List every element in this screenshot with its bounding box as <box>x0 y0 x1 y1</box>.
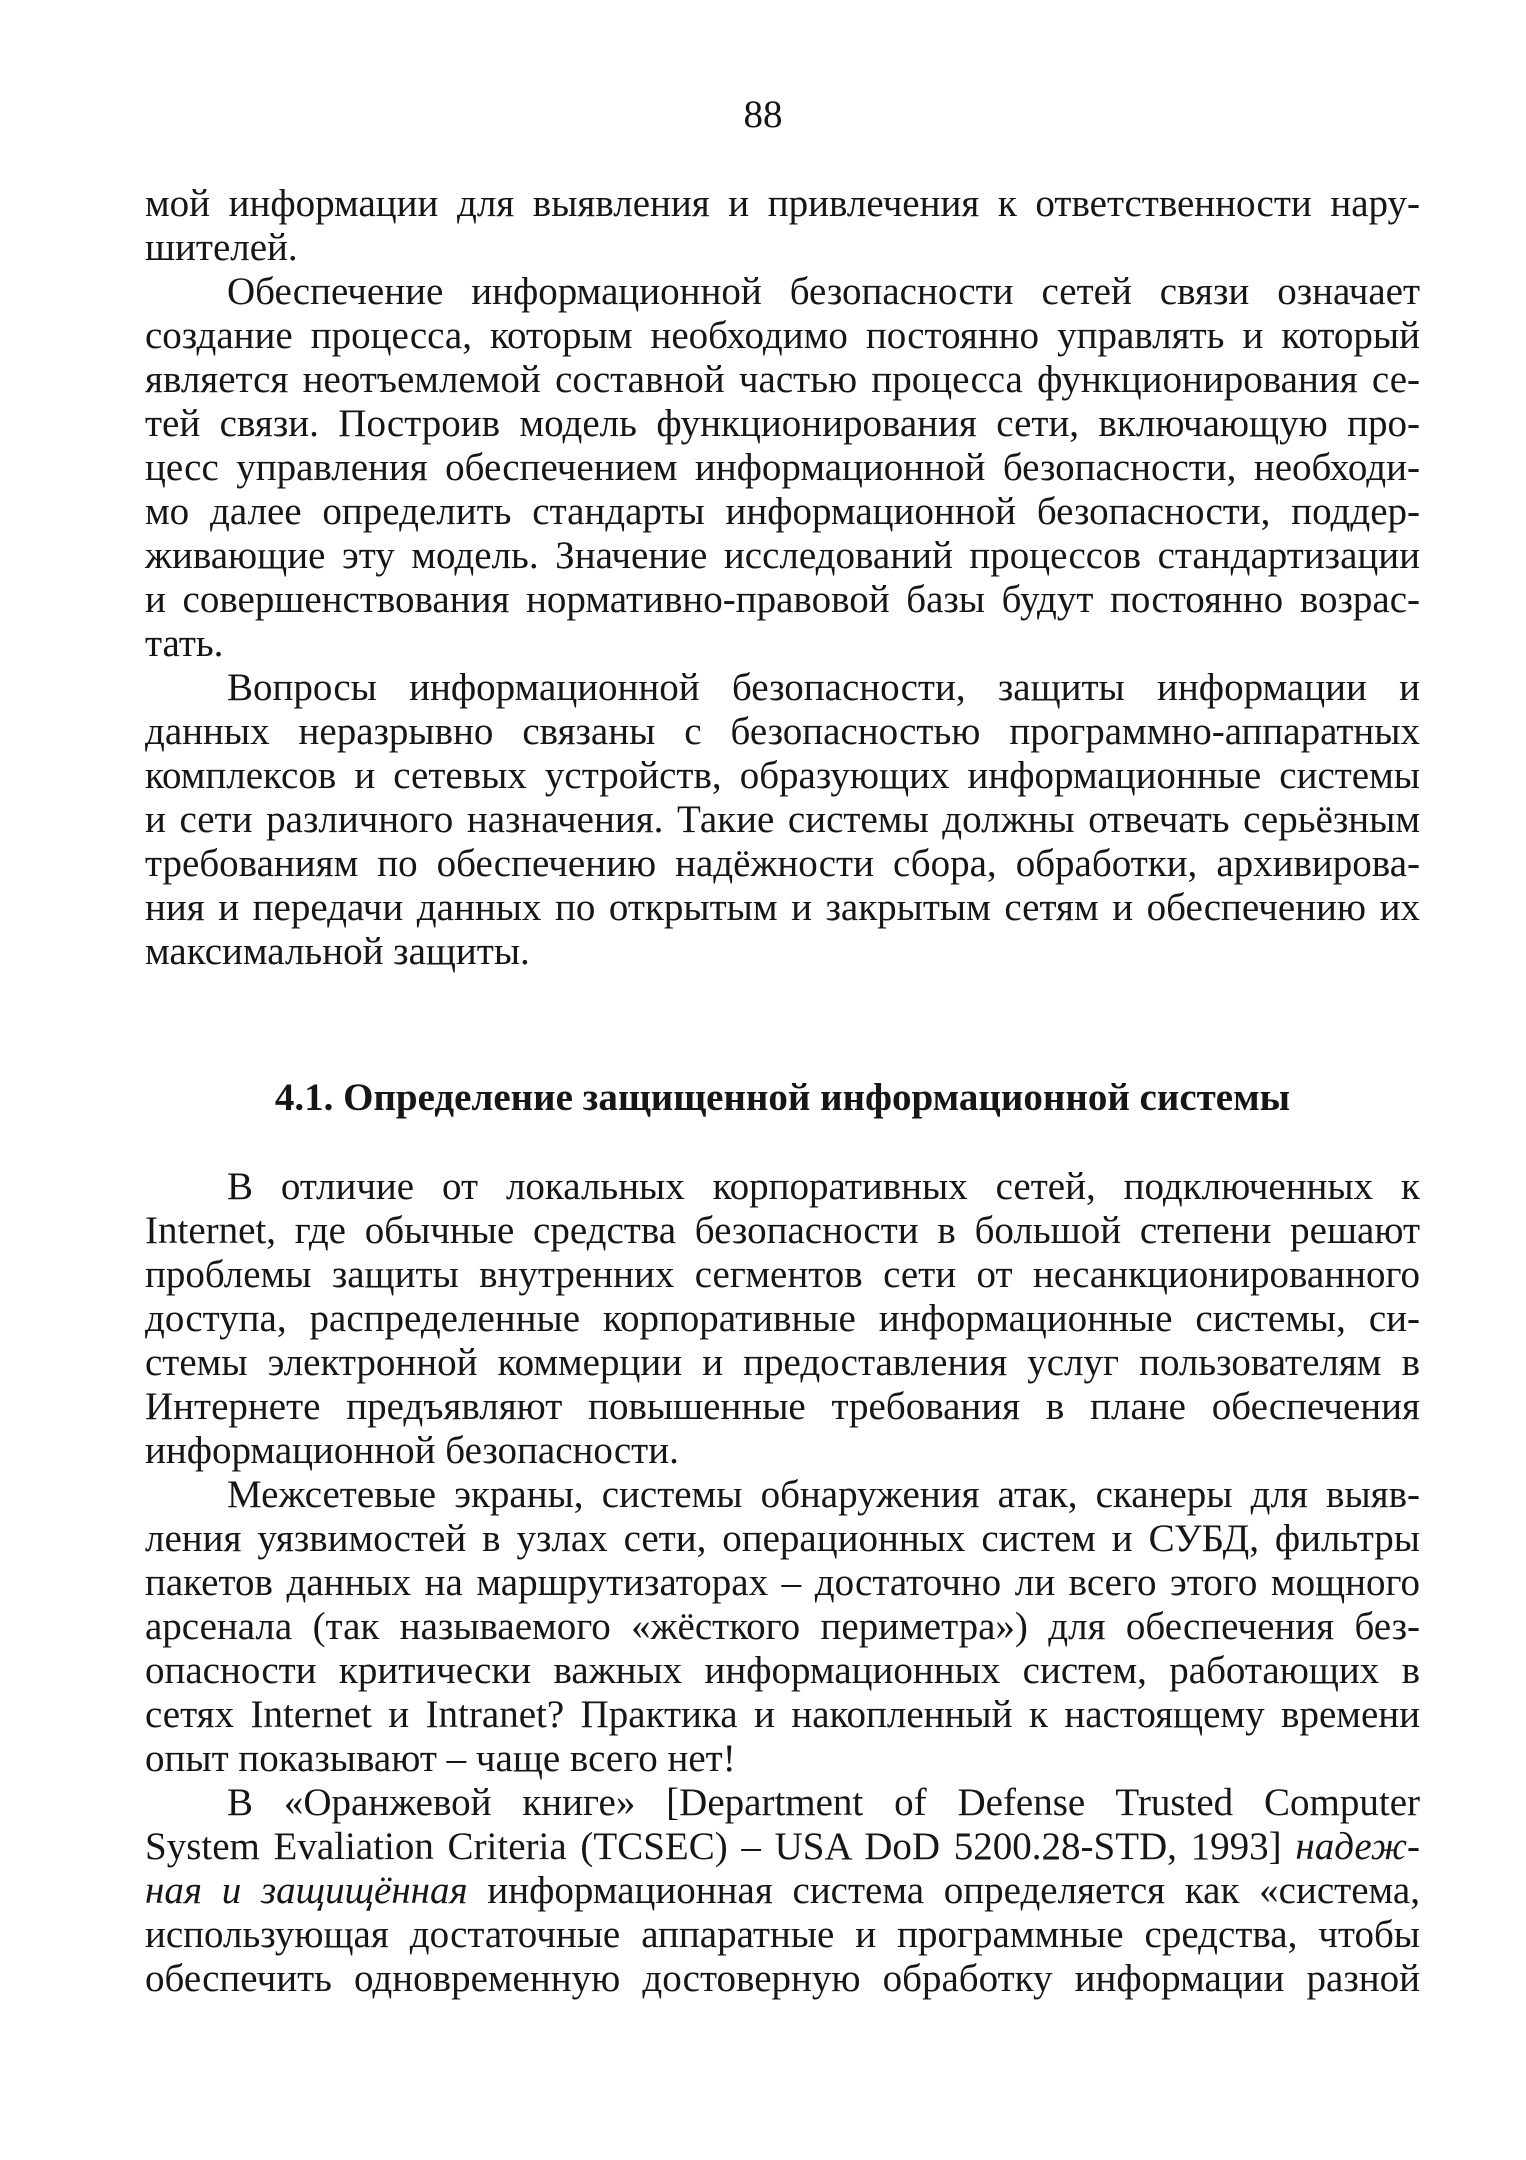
text-segment: и совершенствования нормативно-правовой базы будут постоянно возрас- <box>145 578 1420 621</box>
text-line <box>145 1341 1420 1385</box>
text-segment: информационной безопасности. <box>145 1429 679 1472</box>
paragraph <box>145 666 1420 974</box>
text-line <box>145 1869 1420 1913</box>
text-segment: Интернете предъявляют повышенные требования в плане обеспечения <box>145 1385 1420 1428</box>
text-line <box>145 1781 1420 1825</box>
text-line <box>145 270 1420 314</box>
text-segment: ления уязвимостей в узлах сети, операционных систем и СУБД, фильтры <box>145 1517 1420 1560</box>
text-line <box>145 226 1420 270</box>
text-segment: опыт показывают – чаще всего нет! <box>145 1737 736 1780</box>
text-line <box>145 402 1420 446</box>
text-line <box>145 358 1420 402</box>
text-segment: обеспечить одновременную достоверную обработку информации разной <box>145 1957 1420 2000</box>
text-line <box>145 798 1420 842</box>
text-segment: данных неразрывно связаны с безопасностью программно-аппаратных <box>145 710 1420 753</box>
text-segment: проблемы защиты внутренних сегментов сети от несанкционированного <box>145 1253 1420 1296</box>
text-line <box>145 754 1420 798</box>
text-line <box>145 1297 1420 1341</box>
text-line <box>145 1605 1420 1649</box>
text-line <box>145 1737 1420 1781</box>
text-line <box>145 1913 1420 1957</box>
text-segment: комплексов и сетевых устройств, образующих информационные системы <box>145 754 1420 797</box>
text-segment: является неотъемлемой составной частью процесса функционирования се- <box>145 358 1420 401</box>
text-line <box>145 534 1420 578</box>
text-line <box>145 1561 1420 1605</box>
text-segment: требованиям по обеспечению надёжности сбора, обработки, архивирова- <box>145 842 1420 885</box>
text-segment: пакетов данных на маршрутизаторах – достаточно ли всего этого мощного <box>145 1561 1420 1604</box>
text-segment: использующая достаточные аппаратные и программные средства, чтобы <box>145 1913 1420 1956</box>
text-line <box>145 1825 1420 1869</box>
text-segment: В «Оранжевой книге» [Department of Defense Trusted Computer <box>227 1781 1420 1824</box>
text-line <box>145 314 1420 358</box>
text-segment: В отличие от локальных корпоративных сетей, подключенных к <box>227 1165 1420 1208</box>
text-segment: цесс управления обеспечением информационной безопасности, необходи- <box>145 446 1420 489</box>
paragraph <box>145 1781 1420 2001</box>
text-segment: максимальной защиты. <box>145 930 530 973</box>
emphasized-text: ная и защищённая <box>145 1869 468 1912</box>
text-line <box>145 1517 1420 1561</box>
paragraph <box>145 270 1420 666</box>
text-line <box>145 446 1420 490</box>
paragraph <box>145 1165 1420 1473</box>
paragraph <box>145 1473 1420 1781</box>
text-segment: тать. <box>145 622 224 665</box>
text-segment: Обеспечение информационной безопасности сетей связи означает <box>227 270 1420 313</box>
text-segment: доступа, распределенные корпоративные информационные системы, си- <box>145 1297 1420 1340</box>
emphasized-text: надеж- <box>1295 1825 1420 1868</box>
text-line <box>145 622 1420 666</box>
text-segment: сетях Internet и Intranet? Практика и накопленный к настоящему времени <box>145 1693 1420 1736</box>
text-segment: информационная система определяется как «система, <box>467 1869 1420 1912</box>
paragraph <box>145 182 1420 270</box>
text-line <box>145 666 1420 710</box>
text-segment: мой информации для выявления и привлечения к ответственности нару- <box>145 182 1420 225</box>
text-line <box>145 1693 1420 1737</box>
text-segment: и сети различного назначения. Такие системы должны отвечать серьёзным <box>145 798 1420 841</box>
text-line <box>145 1429 1420 1473</box>
text-line <box>145 1957 1420 2001</box>
text-segment: живающие эту модель. Значение исследований процессов стандартизации <box>145 534 1420 577</box>
text-line <box>145 1649 1420 1693</box>
text-segment: опасности критически важных информационных систем, работающих в <box>145 1649 1420 1692</box>
text-segment: арсенала (так называемого «жёсткого периметра») для обеспечения без- <box>145 1605 1420 1648</box>
text-line <box>145 490 1420 534</box>
text-segment: стемы электронной коммерции и предоставления услуг пользователям в <box>145 1341 1420 1384</box>
text-segment: Межсетевые экраны, системы обнаружения атак, сканеры для выяв- <box>227 1473 1420 1516</box>
text-line <box>145 1165 1420 1209</box>
section-heading: 4.1. Определение защищенной информационной системы <box>274 1076 1291 1119</box>
text-segment: создание процесса, которым необходимо постоянно управлять и который <box>145 314 1420 357</box>
text-line <box>145 1209 1420 1253</box>
text-segment: шителей. <box>145 226 298 269</box>
text-segment: ния и передачи данных по открытым и закрытым сетям и обеспечению их <box>145 886 1420 929</box>
text-line <box>145 1385 1420 1429</box>
text-line <box>145 1473 1420 1517</box>
page-number: 88 <box>743 93 783 136</box>
text-line <box>145 842 1420 886</box>
text-segment: System Evaliation Criteria (TCSEC) – USA DoD 5200.28-STD, 1993] <box>145 1825 1296 1868</box>
page-body <box>145 182 1420 2001</box>
text-segment: тей связи. Построив модель функционирования сети, включающую про- <box>145 402 1420 445</box>
text-segment: Вопросы информационной безопасности, защиты информации и <box>227 666 1420 709</box>
text-line <box>145 1253 1420 1297</box>
text-line <box>145 182 1420 226</box>
text-line <box>145 710 1420 754</box>
text-segment: мо далее определить стандарты информационной безопасности, поддер- <box>145 490 1420 533</box>
text-segment: Internet, где обычные средства безопасности в большой степени решают <box>145 1209 1420 1252</box>
text-line <box>145 578 1420 622</box>
text-line <box>145 886 1420 930</box>
text-line <box>145 930 1420 974</box>
